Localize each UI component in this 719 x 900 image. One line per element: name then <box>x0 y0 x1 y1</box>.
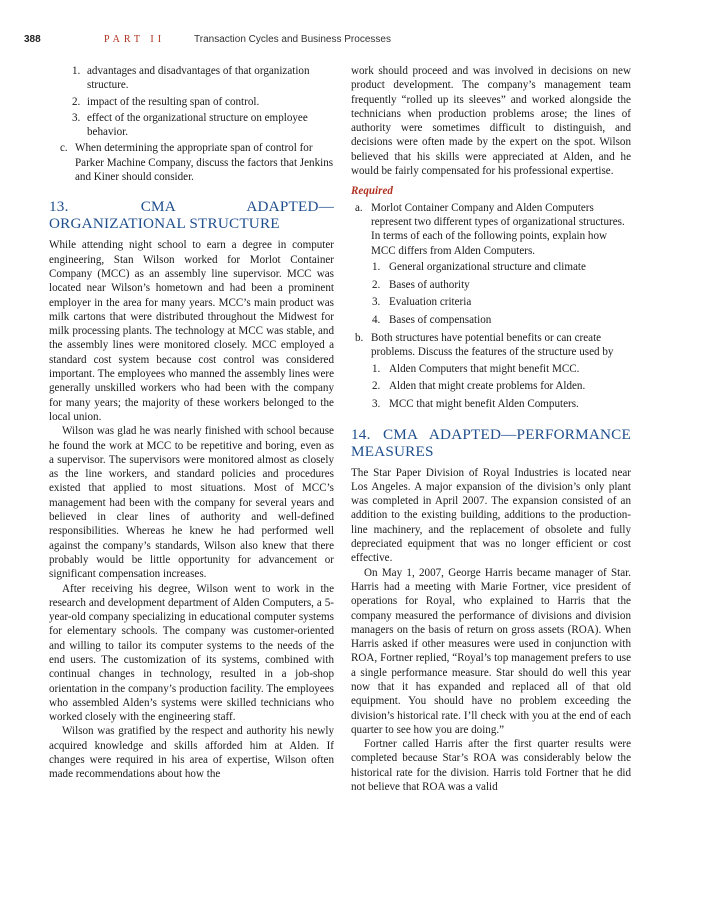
list-item-c: c. When determining the appropriate span of control for Parker Machine Company, discuss the factors that Jenkins and Kiner should consider. <box>60 142 334 184</box>
left-column <box>49 64 334 782</box>
list-item: 2. Alden that might create problems for Alden. <box>372 380 586 393</box>
page-header <box>24 34 679 48</box>
required-heading: Required <box>351 185 393 198</box>
running-title: Transaction Cycles and Business Processes <box>194 34 391 45</box>
section-14-title: 14. CMA ADAPTED—PERFORMANCE MEASURES <box>351 425 631 460</box>
paragraph: After receiving his degree, Wilson went to work in the research and development department of Alden Computers, a 5-year-old company specializing in educational computer systems for elementary schools. The company was customer-oriented and willing to tailor its computer systems to the needs of the end users. The customization of its systems, combined with continual changes in technology, resulted in a job-shop orientation in the company’s production facility. The employees who assembled Alden’s systems were skilled technicians who worked closely with the engineering staff. <box>49 582 334 724</box>
list-item: 1. Alden Computers that might benefit MCC. <box>372 362 580 375</box>
paragraph: work should proceed and was involved in decisions on new product development. The company’s management team frequently “rolled up its sleeves” and worked alongside the technicians when production problems arose; the lines of authority were sometimes difficult to distinguish, and decisions were often made by the expert on the spot. Wilson believed that his skills were appreciated at Alden, and he would be fairly compensated for his professional expertise. <box>351 65 631 178</box>
list-item: 2. Bases of authority <box>372 278 470 291</box>
question-a-items <box>351 260 631 328</box>
paragraph: Fortner called Harris after the first quarter results were completed because Star’s ROA was considerably below the historical rate for the division. Harris told Fortner that he did not believe that ROA was a valid <box>351 738 631 794</box>
paragraph: Wilson was gratified by the respect and authority his newly acquired knowledge and skills afforded him at Alden. If changes were required in his area of expertise, Wilson often made recommendations about how the <box>49 725 334 781</box>
list-item: 4. Bases of compensation <box>372 314 492 327</box>
paragraph: The Star Paper Division of Royal Industries is located near Los Angeles. A major expansion of the division’s only plant was completed in April 2007. The expansion consisted of an addition to the existing building, additions to the production-line machinery, and the replacement of obsolete and fully depreciated equipment that was no longer efficient or cost effective. <box>351 466 631 565</box>
list-item: 1. General organizational structure and climate <box>372 260 586 273</box>
list-item: 2. impact of the resulting span of control. <box>72 95 260 108</box>
part-label: PART II <box>104 34 166 45</box>
list-item: 3. MCC that might benefit Alden Computers. <box>372 398 579 411</box>
page-number: 388 <box>24 34 41 45</box>
right-column <box>351 64 631 794</box>
question-a: a. Morlot Container Company and Alden Computers represent two different types of organizational structures. In terms of each of the following points, explain how MCC differs from Alden Computers. <box>355 201 625 257</box>
question-b-items <box>351 362 631 412</box>
question-b: b. Both structures have potential benefits or can create problems. Discuss the features of the structure used by <box>355 332 614 359</box>
list-b-items <box>49 64 334 139</box>
list-item: 3. Evaluation criteria <box>372 296 472 309</box>
list-item: 1. advantages and disadvantages of that organization structure. <box>72 65 310 92</box>
list-item: 3. effect of the organizational structure on employee behavior. <box>72 111 308 139</box>
paragraph: On May 1, 2007, George Harris became manager of Star. Harris had a meeting with Marie Fortner, vice president of operations for Royal, who explained to Harris that the company measured the performance of divisions and division managers on the basis of return on gross assets (ROA). When Harris asked if other measures were used in conjunction with ROA, Fortner replied, “Royal’s top management prefers to use a single performance measure. Star should do well this year now that it has expanded and replaced all of that old equipment. You should have no problem exceeding the division’s historical rate. I’ll check with you at the end of each quarter to see how you are doing.” <box>351 566 631 736</box>
paragraph: Wilson was glad he was nearly finished with school because he found the work at MCC to be repetitive and boring, even as a supervisor. The supervisors were monitored almost as closely as the line workers, and standard policies and procedures existed that applied to most situations. Most of MCC’s management had been with the company for several years and believed in clear lines of authority and well-defined responsibilities. Whereas he knew he had performed well against the company’s standards, Wilson also knew that there probably would be little opportunity for advancement or significant compensation increases. <box>49 425 334 581</box>
paragraph: While attending night school to earn a degree in computer engineering, Stan Wilson worked for Morlot Container Company (MCC) as an assembly line supervisor. MCC was located near Wilson’s hometown and had been a prominent employer in the area for many years. MCC’s main product was milk cartons that were distributed throughout the Midwest for milk processing plants. The technology at MCC was stable, and the assembly lines were monitored closely. MCC employed a standard cost system because cost control was considered important. The employees who manned the assembly lines were generally unskilled workers who had been with the company for many years; the majority of these workers belonged to the local union. <box>49 239 334 423</box>
section-13-title: 13. CMA ADAPTED—ORGANIZATIONAL STRUCTURE <box>49 198 334 233</box>
